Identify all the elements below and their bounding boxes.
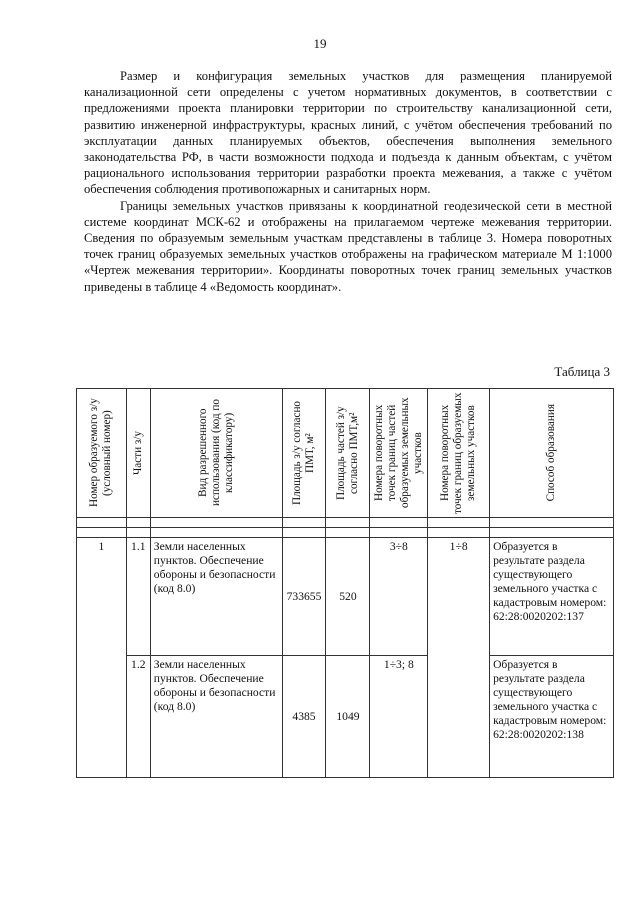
spacer-cell [150,528,282,538]
spacer-cell [428,518,490,528]
header-cell [126,389,150,518]
part-points-cell: 3÷8 [370,538,428,656]
table-header-row [77,389,614,518]
spacer-cell [77,528,127,538]
part-points-cell: 1÷3; 8 [370,656,428,778]
header-parts: Части з/у [131,431,144,475]
spacer-cell [150,518,282,528]
table-row [77,538,614,656]
land-plots-table [76,388,614,778]
header-part-points: Номера поворотных точек границ частей образуемых земельных участков [372,397,424,509]
method-cell: Образуется в результате раздела существующего земельного участка с кадастровым номером: 62:28:0020202:137 [490,538,614,656]
spacer-cell [490,518,614,528]
part-area-cell: 1049 [326,656,370,778]
header-plot-number: Номер образуемого з/у (условный номер) [88,398,114,508]
spacer-cell [282,528,326,538]
header-method: Способ образования [545,404,558,502]
header-part-area: Площадь частей з/у согласно ПМТ,м² [334,406,360,500]
spacer-cell [326,518,370,528]
spacer-cell [326,528,370,538]
header-cell [326,389,370,518]
body-text [84,68,612,295]
area-cell: 4385 [282,656,326,778]
use-type-cell: Земли населенных пунктов. Обеспечение обороны и безопасности (код 8.0) [150,538,282,656]
spacer-cell [490,528,614,538]
use-type-cell: Земли населенных пунктов. Обеспечение обороны и безопасности (код 8.0) [150,656,282,778]
header-cell [77,389,127,518]
spacer-cell [126,518,150,528]
header-use-type: Вид разрешенного использования (код по классификатору) [196,399,235,507]
plot-number-cell: 1 [77,538,127,778]
spacer-cell [282,518,326,528]
header-area: Площадь з/у согласно ПМТ, м² [290,400,316,506]
header-cell [490,389,614,518]
spacer-cell [428,528,490,538]
header-points: Номера поворотных точек границ образуемых земельных участков [439,392,478,514]
spacer-cell [77,518,127,528]
method-cell: Образуется в результате раздела существующего земельного участка с кадастровым номером: 62:28:0020202:138 [490,656,614,778]
paragraph-1: Размер и конфигурация земельных участков для размещения планируемой канализационной сети определены с учетом нормативных документов, в соответствии с предложениями проекта планировки территории по строительству канализационной сети, развитию инженерной инфраструктуры, красных линий, с учётом обеспечения требований по эксплуатации данных планируемых объектов, обеспечения выполнения земельного законодательства РФ, в части возможности подхода и подъезда к данным объектам, с учётом рационального использования территории разработки проекта межевания, а также с учётом обеспечения соблюдения противопожарных и санитарных норм. [84,69,612,197]
table-spacer-row [77,528,614,538]
table-row [77,656,614,778]
header-cell [428,389,490,518]
spacer-cell [126,528,150,538]
spacer-cell [370,518,428,528]
header-cell [282,389,326,518]
table-spacer-row [77,518,614,528]
page-number: 19 [313,36,327,51]
points-cell: 1÷8 [428,538,490,778]
part-cell: 1.1 [126,538,150,656]
table-caption: Таблица 3 [554,364,610,379]
area-cell: 733655 [282,538,326,656]
paragraph-2: Границы земельных участков привязаны к координатной геодезической сети в местной системе координат МСК-62 и отображены на прилагаемом чертеже межевания территории. Сведения по образуемым земельным участкам представлены в таблице 3. Номера поворотных точек границ образуемых земельных участков отображены на графическом материале М 1:1000 «Чертеж межевания территории». Координаты поворотных точек границ земельных участков приведены в таблице 4 «Ведомость координат». [84,198,612,294]
header-cell [150,389,282,518]
spacer-cell [370,528,428,538]
part-cell: 1.2 [126,656,150,778]
header-cell [370,389,428,518]
part-area-cell: 520 [326,538,370,656]
